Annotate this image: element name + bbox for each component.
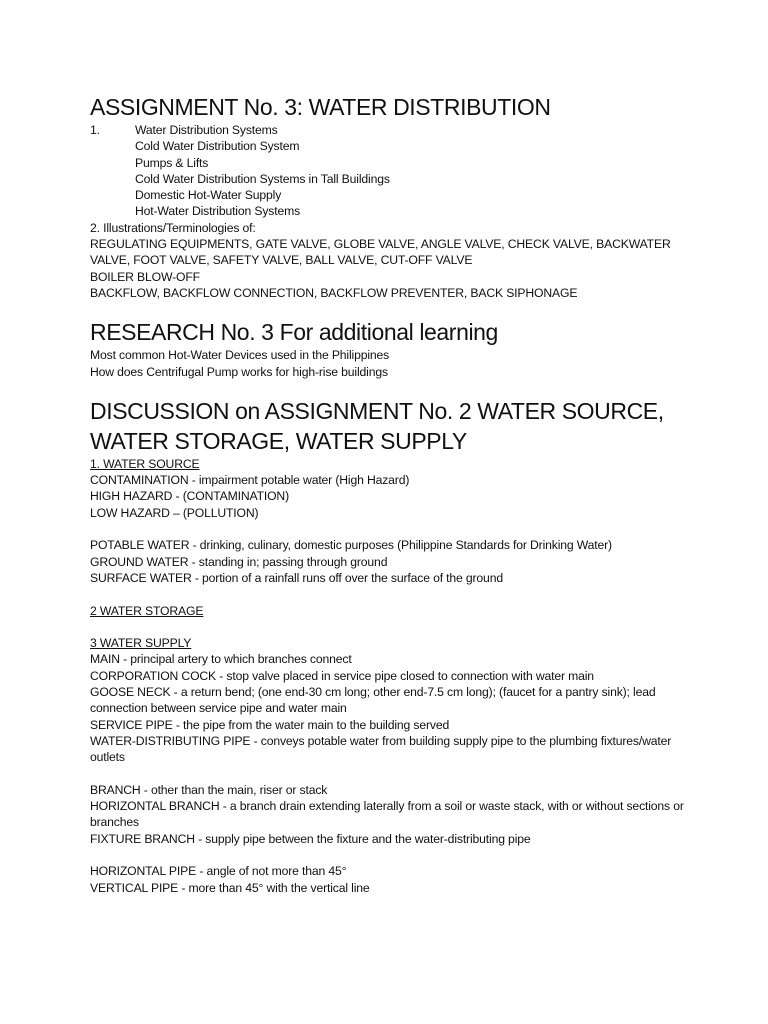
water-supply-title: 3 WATER SUPPLY	[90, 636, 192, 651]
definition-line: POTABLE WATER - drinking, culinary, domestic purposes (Philippine Standards for Drinking Water)	[90, 538, 612, 553]
water-storage-title: 2 WATER STORAGE	[90, 603, 204, 618]
assignment-heading	[90, 92, 690, 122]
definition-line: HORIZONTAL BRANCH - a branch drain extending laterally from a soil or waste stack, with or without sections or	[90, 799, 684, 814]
definition-line: CONTAMINATION - impairment potable water (High Hazard)	[90, 473, 410, 488]
discussion-heading	[90, 396, 690, 456]
list-item: Pumps & Lifts	[135, 155, 209, 170]
definition-line: VERTICAL PIPE - more than 45° with the vertical line	[90, 880, 370, 895]
spacer	[90, 847, 690, 863]
definition-line: FIXTURE BRANCH - supply pipe between the fixture and the water-distributing pipe	[90, 831, 531, 846]
definition-line: SURFACE WATER - portion of a rainfall runs off over the surface of the ground	[90, 570, 503, 585]
assignment-item-2: 2. Illustrations/Terminologies of:	[90, 220, 256, 235]
list-item: Hot-Water Distribution Systems	[135, 204, 301, 219]
definition-line: GROUND WATER - standing in; passing through ground	[90, 554, 388, 569]
definition-line: BRANCH - other than the main, riser or stack	[90, 782, 328, 797]
spacer	[90, 521, 690, 537]
terms-line: BACKFLOW, BACKFLOW CONNECTION, BACKFLOW PREVENTER, BACK SIPHONAGE	[90, 285, 578, 300]
definition-line: branches	[90, 815, 139, 830]
water-source-title: 1. WATER SOURCE	[90, 456, 200, 471]
definition-line: SERVICE PIPE - the pipe from the water main to the building served	[90, 717, 450, 732]
definition-line: HIGH HAZARD - (CONTAMINATION)	[90, 489, 289, 504]
research-heading	[90, 317, 690, 347]
definition-line: connection between service pipe and water main	[90, 701, 347, 716]
research-heading-rest: For additional learning	[273, 319, 498, 346]
definition-line: LOW HAZARD – (POLLUTION)	[90, 505, 259, 520]
definition-line: CORPORATION COCK - stop valve placed in service pipe closed to connection with water main	[90, 668, 594, 683]
list-item: Cold Water Distribution Systems in Tall Buildings	[135, 171, 390, 186]
spacer	[90, 619, 690, 635]
definition-line: HORIZONTAL PIPE - angle of not more than 45°	[90, 864, 347, 879]
spacer	[90, 766, 690, 782]
definition-line: MAIN - principal artery to which branches connect	[90, 652, 352, 667]
terms-line: REGULATING EQUIPMENTS, GATE VALVE, GLOBE VALVE, ANGLE VALVE, CHECK VALVE, BACKWATER	[90, 237, 671, 252]
terms-line: VALVE, FOOT VALVE, SAFETY VALVE, BALL VALVE, CUT-OFF VALVE	[90, 253, 473, 268]
assignment-item-1	[90, 122, 690, 138]
research-line: How does Centrifugal Pump works for high-rise buildings	[90, 364, 388, 379]
spacer	[90, 586, 690, 602]
definition-line: GOOSE NECK - a return bend; (one end-30 cm long; other end-7.5 cm long); (faucet for a pantry sink); lead	[90, 685, 656, 700]
assignment-heading-rest: WATER DISTRIBUTION	[302, 94, 551, 120]
list-item: Domestic Hot-Water Supply	[135, 188, 282, 203]
list-item: Water Distribution Systems	[135, 123, 278, 137]
definition-line: outlets	[90, 750, 125, 765]
discussion-heading-line: WATER STORAGE, WATER SUPPLY	[90, 427, 467, 454]
item-number: 1.	[90, 123, 100, 137]
document-body	[90, 92, 690, 896]
definition-line: WATER-DISTRIBUTING PIPE - conveys potable water from building supply pipe to the plumbing fixtures/water	[90, 733, 672, 748]
discussion-heading-line: DISCUSSION on ASSIGNMENT No. 2 WATER SOURCE,	[90, 397, 664, 424]
list-item: Cold Water Distribution System	[135, 139, 300, 154]
assignment-heading-lead: ASSIGNMENT No. 3:	[90, 94, 303, 120]
research-line: Most common Hot-Water Devices used in the Philippines	[90, 348, 390, 363]
research-heading-lead: RESEARCH No. 3	[90, 319, 274, 346]
terms-line: BOILER BLOW-OFF	[90, 269, 200, 284]
